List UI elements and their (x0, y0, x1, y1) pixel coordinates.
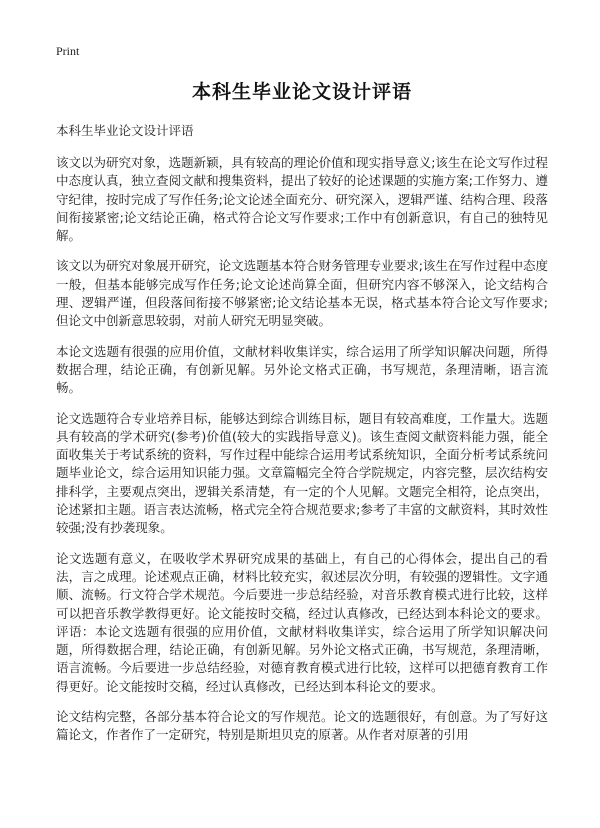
paragraph-6: 论文结构完整，各部分基本符合论文的写作规范。论文的选题很好，有创意。为了写好这篇论文，作者作了一定研究，特别是斯坦贝克的原著。从作者对原著的引用 (56, 709, 548, 743)
page-title: 本科生毕业论文设计评语 (191, 81, 412, 103)
paragraph-3: 本论文选题有很强的应用价值，文献材料收集详实，综合运用了所学知识解决问题，所得数据合理，结论正确，有创新见解。另外论文格式正确，书写规范，条理清晰，语言流畅。 (56, 343, 548, 396)
print-label: Print (56, 44, 80, 58)
paragraph-5: 论文选题有意义，在吸收学术界研究成果的基础上，有自己的心得体会，提出自己的看法，言之成理。论述观点正确，材料比较充实，叙述层次分明，有较强的逻辑性。文字通顺、流畅。行文符合学术规范。今后要进一步总结经验，对音乐教育模式进行比较，这样可以把音乐教学教得更好。论文能按时交稿，经过认真修改，已经达到本科论文的要求。 评语：本论文选题有很强的应用价值，文献材料收集详实，综合运用了所学知识解决问题，所得数据合理，结论正确，有创新见解。另外论文格式正确，书写规范，条理清晰，语言流畅。今后要进一步总结经验，对德育教育模式进行比较，这样可以把德育教育工作得更好。论文能按时交稿，经过认真修改，已经达到本科论文的要求。 (56, 550, 548, 694)
paragraph-4: 论文选题符合专业培养目标，能够达到综合训练目标，题目有较高难度，工作量大。选题具有较高的学术研究(参考)价值(较大的实践指导意义)。该生查阅文献资料能力强，能全面收集关于考试系统的资料，写作过程中能综合运用考试系统知识，全面分析考试系统问题毕业论文，综合运用知识能力强。文章篇幅完全符合学院规定，内容完整，层次结构安排科学，主要观点突出，逻辑关系清楚，有一定的个人见解。文题完全相符，论点突出，论述紧扣主题。语言表达流畅，格式完全符合规范要求;参考了丰富的文献资料，其时效性较强;没有抄袭现象。 (56, 410, 548, 536)
paragraph-1: 该文以为研究对象，选题新颖，具有较高的理论价值和现实指导意义;该生在论文写作过程中态度认真，独立查阅文献和搜集资料，提出了较好的论述课题的实施方案;工作努力、遵守纪律，按时完成了写作任务;论文论述全面充分、研究深入，逻辑严谨、结构合理、段落间衔接紧密;论文结论正确，格式符合论文写作要求;工作中有创新意识，有自己的独特见解。 (56, 155, 548, 244)
document-subtitle: 本科生毕业论文设计评语 (56, 123, 194, 138)
paragraph-2: 该文以为研究对象展开研究，论文选题基本符合财务管理专业要求;该生在写作过程中态度一般，但基本能够完成写作任务;论文论述尚算全面，但研究内容不够深入，论文结构合理、逻辑严谨，但段落间衔接不够紧密;论文结论基本无误，格式基本符合论文写作要求;但论文中创新意思较弱，对前人研究无明显突破。 (56, 258, 548, 329)
